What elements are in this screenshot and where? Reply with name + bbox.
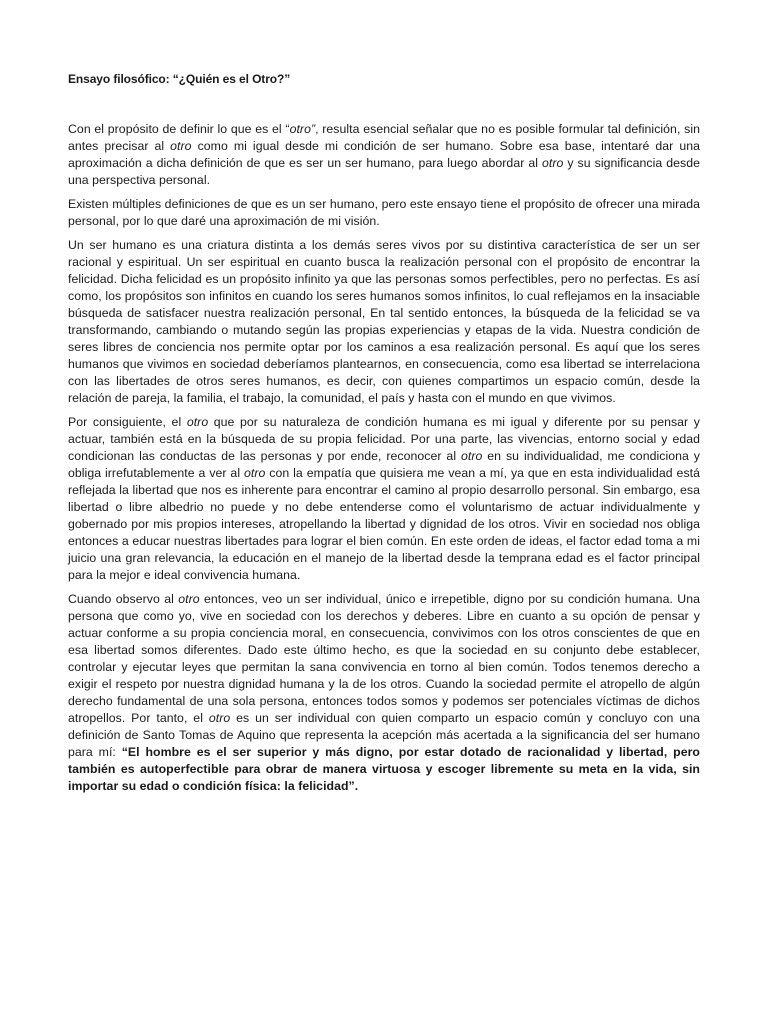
italic-term: otro <box>542 156 564 170</box>
text-run: Existen múltiples definiciones de que es un ser humano, pero este ensayo tiene el propósito de ofrecer una mirada personal, por lo que daré una aproximación de mi visión. <box>68 197 700 228</box>
italic-term: ” <box>310 122 316 136</box>
paragraph <box>68 196 700 230</box>
text-run: , resulta esencial señalar que no es posible formular tal definición, sin antes precisar al <box>68 122 700 153</box>
text-run: entonces, veo un ser individual, único e irrepetible, digno por su condición humana. Una persona que como yo, vive en sociedad con los derechos y deberes. Libre en cuanto a su opción de pensar y actuar conforme a su propia conciencia moral, en consecuencia, convivimos con los otros conscientes de que en esa libertad somos diferentes. Dado este último hecho, es que la sociedad en su conjunto debe establecer, controlar y ejecutar leyes que permitan la sana convivencia en torno al bien común. Todos tenemos derecho a exigir el respeto por nuestra dignidad humana y la de los otros. Cuando la sociedad permite el atropello de algún derecho fundamental de una sola persona, entonces todos somos y podemos ser potenciales víctimas de dichos atropellos. Por tanto, el <box>68 592 700 725</box>
italic-term: otro <box>186 415 209 429</box>
italic-term: otro <box>178 592 200 606</box>
text-run: Un ser humano es una criatura distinta a los demás seres vivos por su distintiva característica de ser un ser racional y espiritual. Un ser espiritual en cuanto busca la realización personal con el propósito de encontrar la felicidad. Dicha felicidad es un propósito infinito ya que las personas somos perfectibles, pero no perfectas. Es así como, los propósitos son infinitos en cuando los seres humanos somos infinitos, lo cual reflejamos en la insaciable búsqueda de satisfacer nuestra realización personal, En tal sentido entonces, la búsqueda de la felicidad se va transformando, cambiando o mutando según las propias experiencias y etapas de la vida. Nuestra condición de seres libres de conciencia nos permite optar por los caminos a esa realización personal. Es aquí que los seres humanos que vivimos en sociedad deberíamos plantearnos, en consecuencia, como esa libertad se interrelaciona con las libertades de otros seres humanos, es decir, con quienes compartimos un espacio común, desde la relación de pareja, la familia, el trabajo, la comunidad, el país y hasta con el mundo en que vivimos. <box>68 238 700 405</box>
paragraph <box>68 414 700 584</box>
text-run: como mi igual desde mi condición de ser humano. Sobre esa base, intentaré dar una aproximación a dicha definición de que es ser un ser humano, para luego abordar al <box>68 139 700 170</box>
italic-term: otro <box>244 466 266 480</box>
italic-term: otro <box>461 449 483 463</box>
text-run: que por su naturaleza de condición humana es mi igual y diferente por su pensar y actuar, también está en la búsqueda de su propia felicidad. Por una parte, las vivencias, entorno social y edad condicionan las conductas de las personas y por ende, reconocer al <box>68 415 700 463</box>
italic-term: otro <box>289 122 311 136</box>
text-run: Con el propósito de definir lo que es el “ <box>68 122 290 136</box>
document-title: Ensayo filosófico: “¿Quién es el Otro?” <box>68 72 291 86</box>
paragraph <box>68 591 700 795</box>
document-body <box>68 121 700 795</box>
paragraph <box>68 121 700 189</box>
italic-term: otro <box>208 711 231 725</box>
text-run: Cuando observo al <box>68 592 179 606</box>
text-run: Por consiguiente, el <box>68 415 187 429</box>
italic-term: otro <box>170 139 192 153</box>
text-run: y su significancia desde una perspectiva personal. <box>68 156 700 187</box>
text-run: en su individualidad, me condiciona y obliga irrefutablemente a ver al <box>68 449 700 480</box>
quotation-text: “El hombre es el ser superior y más digno, por estar dotado de racionalidad y libertad, pero también es autoperfectible para obrar de manera virtuosa y escoger libremente su meta en la vida, sin importar su edad o condición física: la felicidad”. <box>68 745 700 793</box>
text-run: es un ser individual con quien comparto un espacio común y concluyo con una definición de Santo Tomas de Aquino que representa la acepción más acertada a la significancia del ser humano para mí: <box>68 711 700 759</box>
text-run: con la empatía que quisiera me vean a mí, ya que en esta individualidad está reflejada la libertad que nos es inherente para encontrar el camino al propio desarrollo personal. Sin embargo, esa libertad o libre albedrio no puede y no debe entenderse como el voluntarismo de actuar individualmente y gobernado por mis propios intereses, atropellando la libertad y dignidad de los otros. Vivir en sociedad nos obliga entonces a educar nuestras libertades para lograr el bien común. En este orden de ideas, el factor edad toma a mi juicio una gran relevancia, la educación en el manejo de la libertad desde la temprana edad es el factor principal para la mejor e ideal convivencia humana. <box>68 466 701 582</box>
paragraph <box>68 237 700 407</box>
